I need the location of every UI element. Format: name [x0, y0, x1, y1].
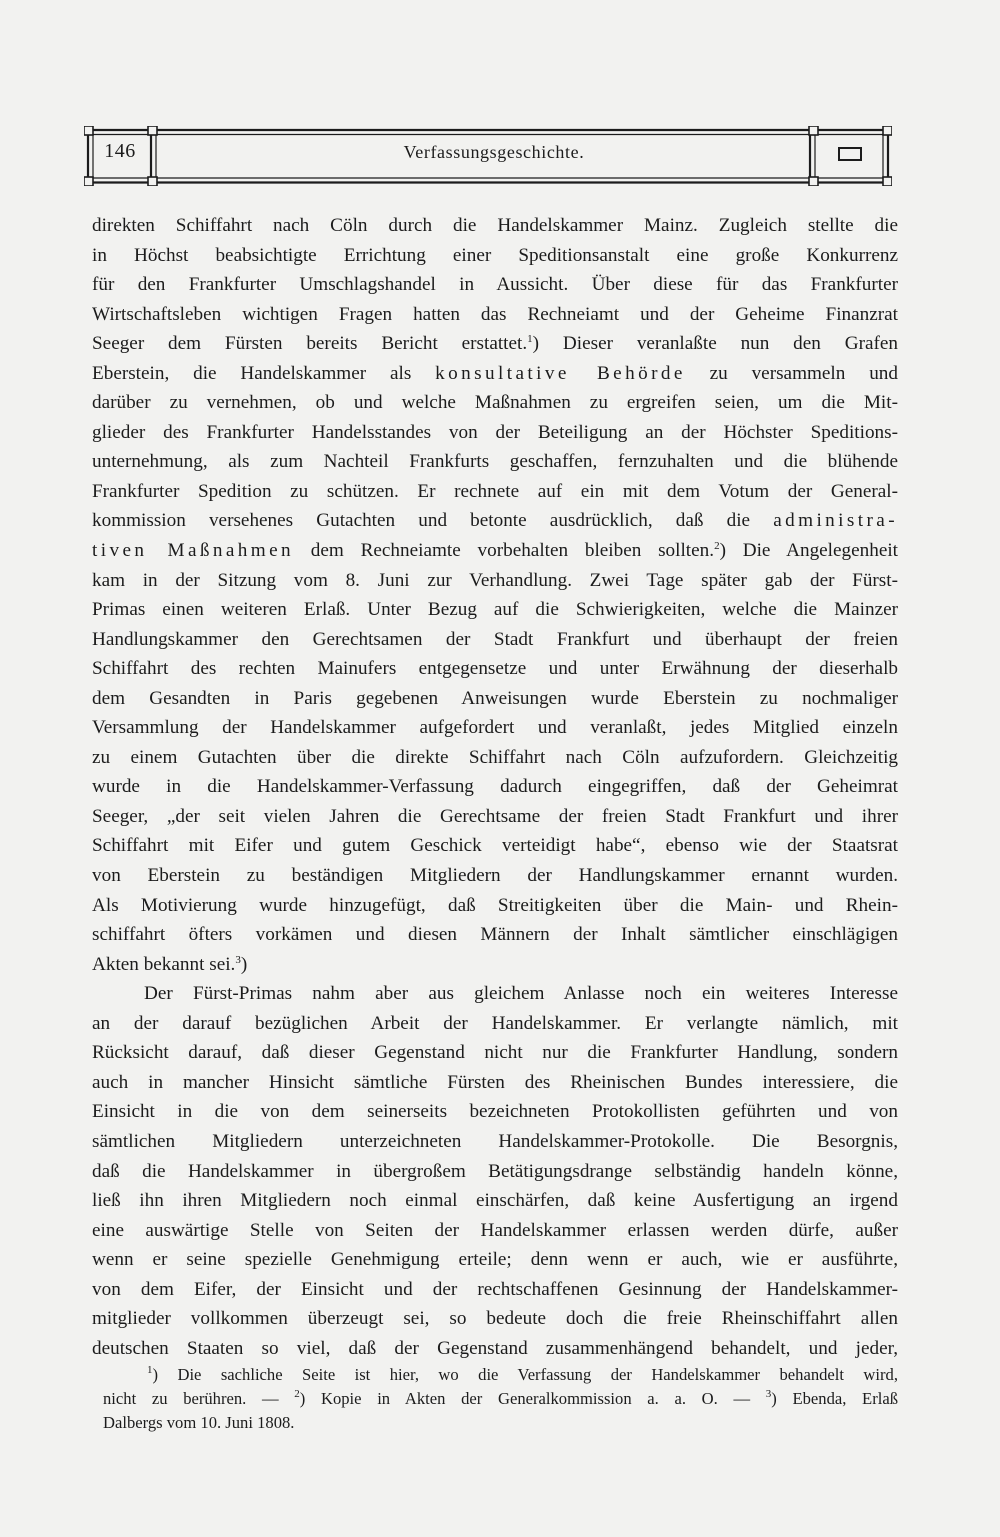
text-line: eine auswärtige Stelle von Seiten der Handelskammer erlassen werden dürfe, außer	[92, 1219, 898, 1241]
text-line: darüber zu vernehmen, ob und welche Maßnahmen zu ergreifen seien, um die Mit-	[92, 392, 898, 414]
spaced-emphasis: administra-	[773, 510, 898, 532]
text-line: an der darauf bezüglichen Arbeit der Handelskammer. Er verlangte nämlich, mit	[92, 1012, 898, 1034]
text-line: wenn er seine spezielle Genehmigung erteile; denn wenn er auch, wie er ausführte,	[92, 1249, 898, 1271]
text-line: sämtlichen Mitgliedern unterzeichneten Handelskammer-Protokolle. Die Besorgnis,	[92, 1130, 898, 1152]
text-line: direkten Schiffahrt nach Cöln durch die Handelskammer Mainz. Zugleich stellte die	[92, 215, 898, 236]
page-number: 146	[104, 140, 136, 162]
text-line: auch in mancher Hinsicht sämtliche Fürsten des Rheinischen Bundes interessiere, die	[92, 1071, 898, 1093]
text-line: wurde in die Handelskammer-Verfassung dadurch eingegriffen, daß der Geheimrat	[92, 776, 898, 798]
text-line: für den Frankfurter Umschlagshandel in Aussicht. Über diese für das Frankfurter	[92, 274, 898, 296]
text-line: schiffahrt öfters vorkämen und diesen Männern der Inhalt sämtlicher einschlägigen	[92, 924, 898, 946]
text-line: Schiffahrt des rechten Mainufers entgegensetze und unter Erwähnung der dieserhalb	[92, 658, 898, 680]
footnote-marker: 2	[294, 1387, 300, 1400]
text-line: dem Gesandten in Paris gegebenen Anweisungen wurde Eberstein zu nochmaliger	[92, 687, 898, 709]
text-line: deutschen Staaten so viel, daß der Gegenstand zusammenhängend behandelt, und jeder,	[92, 1337, 898, 1359]
footnote-ref: 1	[527, 333, 533, 346]
footnotes	[103, 1363, 898, 1434]
text-line: zu einem Gutachten über die direkte Schiffahrt nach Cöln aufzufordern. Gleichzeitig	[92, 746, 898, 768]
text-line: Primas einen weiteren Erlaß. Unter Bezug auf die Schwierigkeiten, welche die Mainzer	[92, 599, 898, 621]
text-line: Rücksicht darauf, daß dieser Gegenstand nicht nur die Frankfurter Handlung, sondern	[92, 1042, 898, 1064]
text-line: Als Motivierung wurde hinzugefügt, daß Streitigkeiten über die Main- und Rhein-	[92, 894, 898, 916]
text-line: Versammlung der Handelskammer aufgefordert und veranlaßt, jedes Mitglied einzeln	[92, 717, 898, 739]
text-line: von dem Eifer, der Einsicht und der rechtschaffenen Gesinnung der Handelskammer-	[92, 1278, 898, 1300]
text-line: Handlungskammer den Gerechtsamen der Stadt Frankfurt und überhaupt der freien	[92, 628, 898, 650]
text-line: unternehmung, als zum Nachteil Frankfurts geschaffen, fernzuhalten und die blühende	[92, 451, 898, 473]
text-line: Frankfurter Spedition zu schützen. Er rechnete auf ein mit dem Votum der General-	[92, 480, 898, 502]
spaced-emphasis: konsultative Behörde	[435, 362, 686, 384]
text-line: Einsicht in die von dem seinerseits bezeichneten Protokollisten geführten und von	[92, 1101, 898, 1123]
text-line: von Eberstein zu beständigen Mitgliedern der Handlungskammer ernannt wurden.	[92, 865, 898, 887]
spaced-emphasis: tiven Maßnahmen	[92, 540, 295, 562]
text-line: in Höchst beabsichtigte Errichtung einer Speditionsanstalt eine große Konkurrenz	[92, 244, 898, 266]
footnote-ref: 3	[235, 953, 241, 966]
text-line: daß die Handelskammer in übergroßem Betätigungsdrange selbständig handeln könne,	[92, 1160, 898, 1182]
paragraph-start: Der Fürst-Primas nahm aber aus gleichem Anlasse noch ein weiteres Interesse	[144, 983, 898, 1005]
footnote-ref: 2	[714, 540, 720, 553]
text-line: Schiffahrt mit Eifer und gutem Geschick verteidigt habe“, ebenso wie der Staatsrat	[92, 835, 898, 857]
running-header	[84, 126, 892, 186]
body-text	[92, 211, 898, 1363]
text-line: Seeger dem Fürsten bereits Bericht erstattet.$^1$) Dieser veranlaßte nun den Grafen	[92, 333, 898, 355]
text-line: Seeger, „der seit vielen Jahren die Gerechtsame der freien Stadt Frankfurt und ihrer	[92, 805, 898, 827]
text-line: tiven Maßnahmen dem Rechneiamte vorbehalten bleiben sollten.$^2$) Die Angelegenheit	[92, 540, 899, 562]
text-line: kam in der Sitzung vom 8. Juni zur Verhandlung. Zwei Tage später gab der Fürst-	[92, 569, 898, 591]
text-line: kommission versehenes Gutachten und betonte ausdrücklich, daß die administra-	[92, 510, 898, 532]
text-line: ließ ihn ihren Mitgliedern noch einmal einschärfen, daß keine Ausfertigung an irgend	[92, 1190, 898, 1212]
running-title: Verfassungsgeschichte.	[403, 142, 585, 162]
text-line: Wirtschaftsleben wichtigen Fragen hatten das Rechneiamt und der Geheime Finanzrat	[92, 303, 898, 325]
footnote-line: $^1$) Die sachliche Seite ist hier, wo die Verfassung der Handelskammer behandelt wird,	[147, 1364, 898, 1384]
footnote-marker: 3	[765, 1387, 772, 1400]
text-line: mitglieder vollkommen überzeugt sei, so bedeute doch die freie Rheinschiffahrt allen	[92, 1308, 898, 1330]
text-line: Eberstein, die Handelskammer als konsultative Behörde zu versammeln und	[92, 362, 898, 384]
text-line: Akten bekannt sei.$^3$)	[92, 953, 248, 975]
footnote-marker: 1	[147, 1364, 153, 1376]
footnote-line: Dalbergs vom 10. Juni 1808.	[103, 1412, 295, 1432]
footnote-line: nicht zu berühren. — $^2$) Kopie in Akten der Generalkommission a. a. O. — $^3$) Ebenda, Erlaß	[103, 1387, 898, 1408]
text-line: glieder des Frankfurter Handelsstandes von der Beteiligung an der Höchster Speditions-	[92, 421, 898, 443]
